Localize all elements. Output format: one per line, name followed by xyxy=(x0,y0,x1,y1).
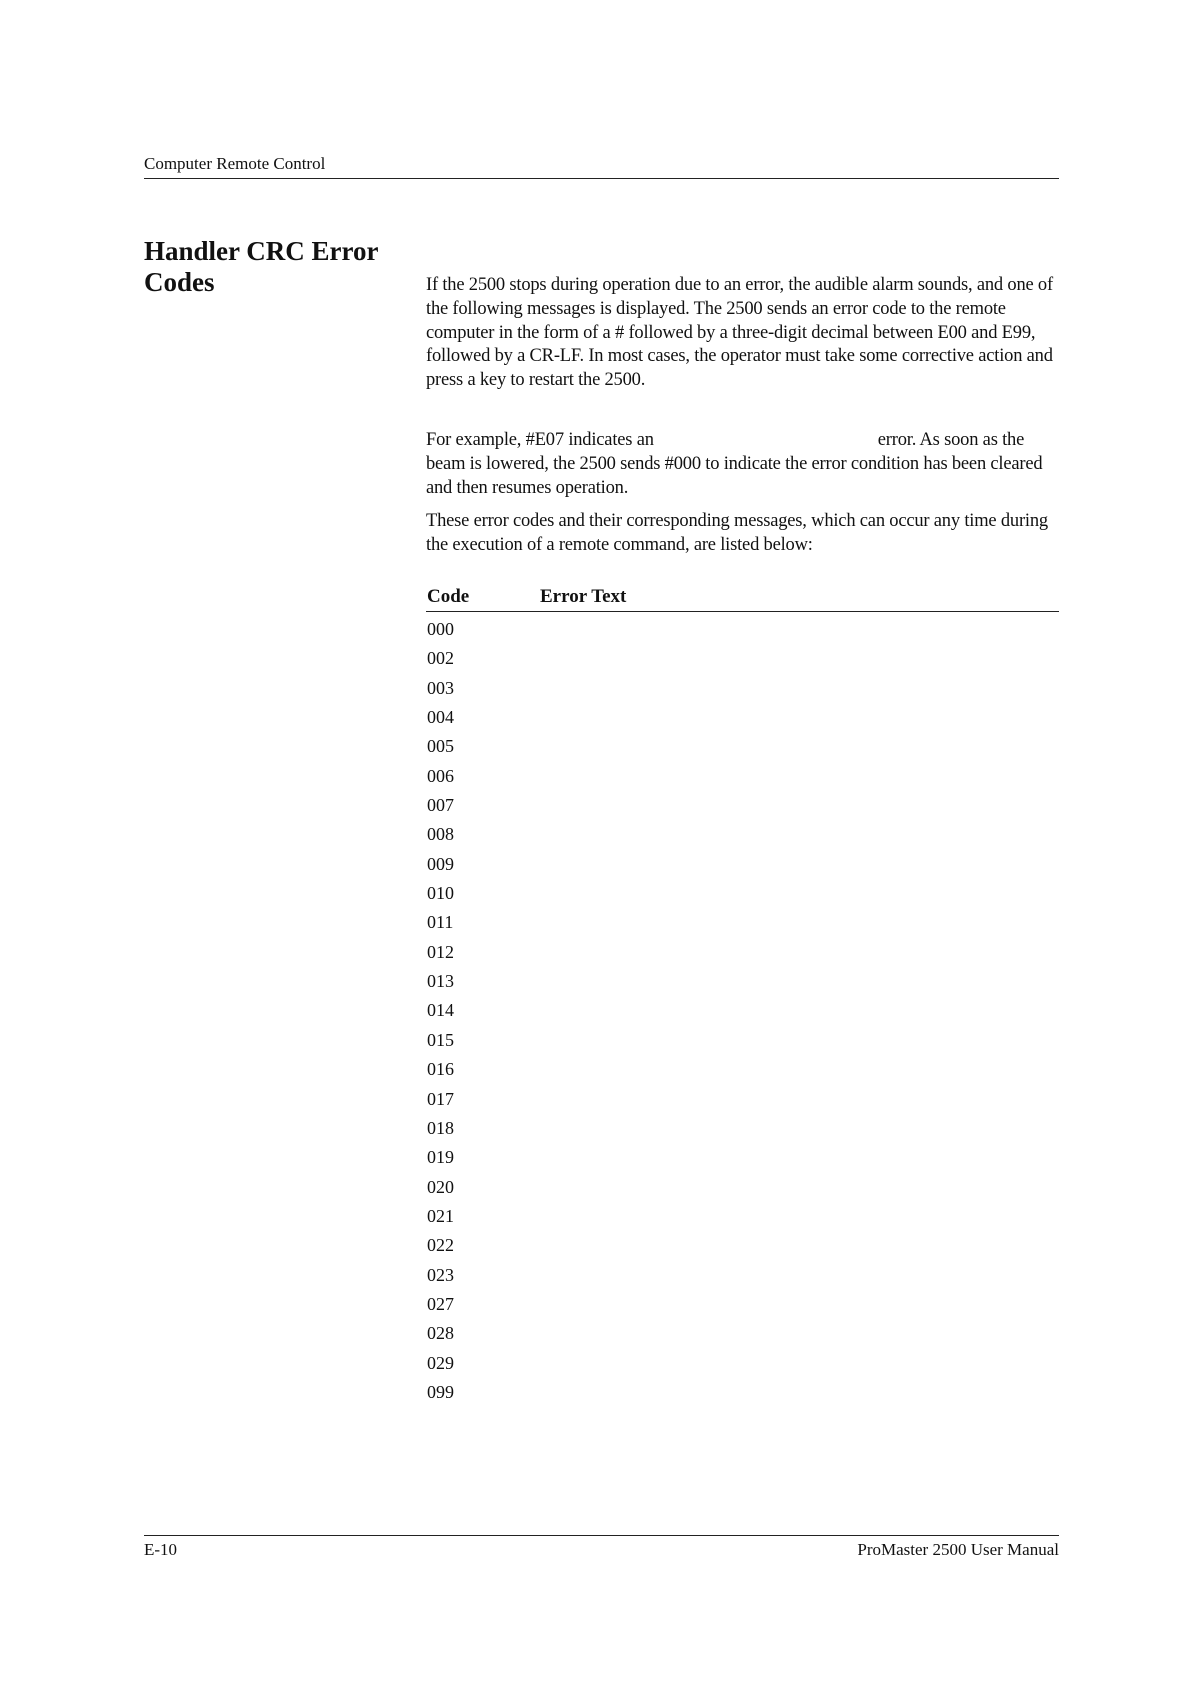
running-head: Computer Remote Control xyxy=(144,154,326,173)
table-row-code: 028 xyxy=(427,1323,454,1344)
table-row-code: 017 xyxy=(427,1088,454,1109)
section-title: Handler CRC Error Codes xyxy=(144,236,378,297)
intro-paragraph: If the 2500 stops during operation due to an error, the audible alarm sounds, and one of the following messages is displayed. The 2500 sends an error code to the remote computer in the form of a # followed by a three-digit decimal between E00 and E99, followed by a CR-LF. In most cases, the operator must take some corrective action and press a key to restart the 2500. xyxy=(426,275,1053,391)
table-row-code: 022 xyxy=(427,1235,454,1256)
table-row-code: 023 xyxy=(427,1264,454,1285)
table-row-code: 029 xyxy=(427,1352,454,1373)
error-code-list xyxy=(427,615,454,1407)
table-row-code: 003 xyxy=(427,677,454,698)
table-row-code: 016 xyxy=(427,1059,454,1080)
list-intro-paragraph: These error codes and their corresponding messages, which can occur any time during the execution of a remote command, are listed below: xyxy=(426,511,1048,555)
table-row-code: 010 xyxy=(427,883,454,904)
table-row-code: 013 xyxy=(427,971,454,992)
table-row-code: 009 xyxy=(427,853,454,874)
footer-rule xyxy=(144,1535,1059,1536)
table-row-code: 008 xyxy=(427,824,454,845)
table-row-code: 027 xyxy=(427,1293,454,1314)
table-row-code: 019 xyxy=(427,1147,454,1168)
table-row-code: 006 xyxy=(427,765,454,786)
table-row-code: 011 xyxy=(427,912,454,933)
table-row-code: 099 xyxy=(427,1381,454,1402)
table-row-code: 018 xyxy=(427,1117,454,1138)
table-row-code: 002 xyxy=(427,648,454,669)
example-paragraph xyxy=(426,429,1066,500)
table-row-code: 012 xyxy=(427,941,454,962)
column-header-error-text: Error Text xyxy=(540,586,627,607)
page-number: E-10 xyxy=(144,1540,178,1559)
header-rule xyxy=(144,178,1059,179)
table-row-code: 000 xyxy=(427,619,454,639)
manual-title: ProMaster 2500 User Manual xyxy=(857,1540,1059,1559)
table-row-code: 014 xyxy=(427,1000,454,1021)
table-row-code: 005 xyxy=(427,736,454,757)
column-header-code: Code xyxy=(427,586,470,607)
table-row-code: 021 xyxy=(427,1205,454,1226)
table-header-rule xyxy=(426,611,1059,612)
table-row-code: 015 xyxy=(427,1029,454,1050)
example-text-start: For example, #E07 indicates an xyxy=(426,430,654,450)
table-row-code: 007 xyxy=(427,795,454,816)
table-row-code: 020 xyxy=(427,1176,454,1197)
table-row-code: 004 xyxy=(427,707,454,728)
example-text-end: error. As soon as the beam is lowered, the 2500 sends #000 to indicate the error condition has been cleared and then resumes operation. xyxy=(426,430,1043,498)
